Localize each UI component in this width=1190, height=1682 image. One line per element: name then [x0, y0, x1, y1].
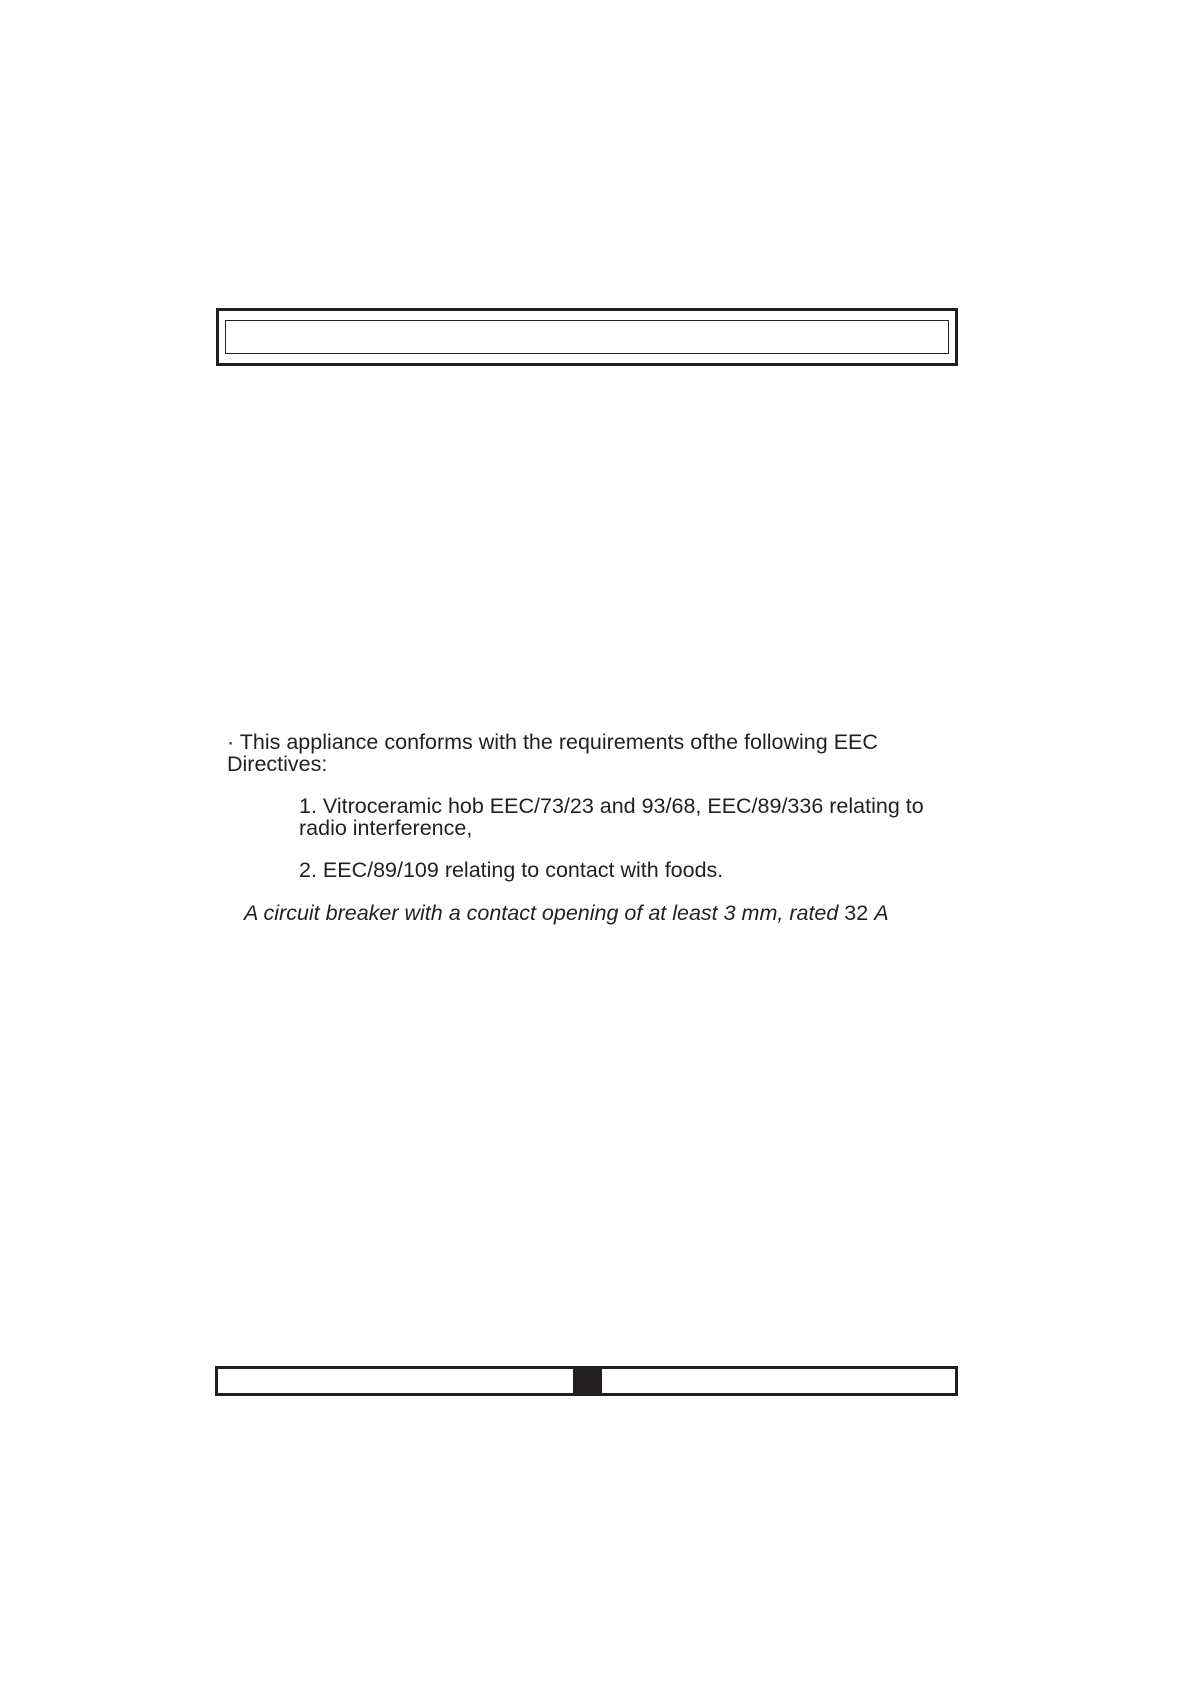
circuit-breaker-note-text: A circuit breaker with a contact opening of at least 3 mm, rated: [244, 901, 839, 925]
conformity-statement: [227, 731, 878, 775]
footer-frame: [215, 1366, 958, 1396]
footer-page-marker: [573, 1366, 602, 1396]
directive-item-1: [299, 795, 924, 839]
header-frame: [216, 308, 958, 366]
conformity-statement-line-1: [227, 731, 878, 753]
circuit-breaker-note: [244, 902, 889, 924]
conformity-text: This appliance conforms with the requirements ofthe following EEC: [234, 730, 878, 754]
circuit-breaker-rating: 32: [838, 901, 875, 925]
directive-item-1-line-2: radio interference,: [299, 816, 473, 840]
directive-item-1-line-1: 1. Vitroceramic hob EEC/73/23 and 93/68, EEC/89/336 relating to: [299, 794, 924, 818]
header-inner-frame: [225, 320, 949, 354]
conformity-statement-line-2: Directives:: [227, 752, 328, 776]
bullet: ·: [227, 730, 235, 754]
directive-item-2: 2. EEC/89/109 relating to contact with foods.: [299, 858, 724, 882]
circuit-breaker-unit: A: [874, 901, 889, 925]
